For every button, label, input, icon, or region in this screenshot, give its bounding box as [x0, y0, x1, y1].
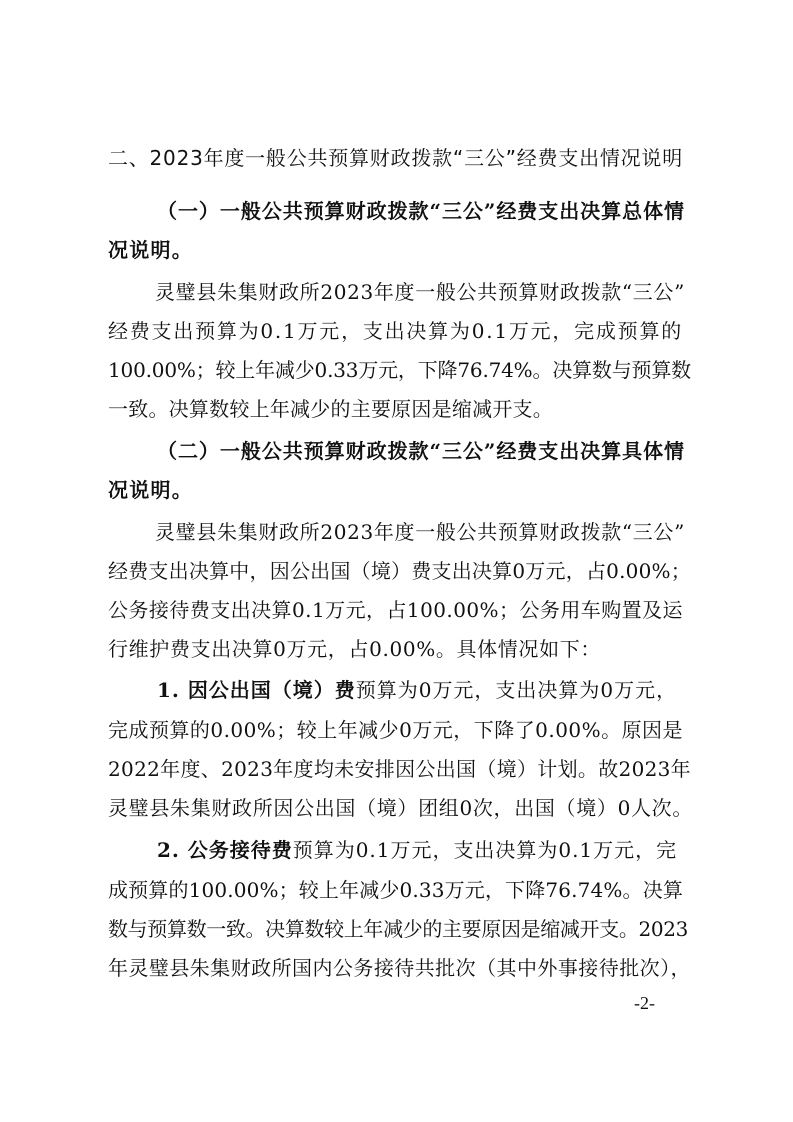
text-line: 二、2023年度一般公共预算财政拨款“三公”经费支出情况说明 [108, 146, 683, 170]
text-line: （二）一般公共预算财政拨款“三公”经费支出决算具体情 [157, 439, 685, 463]
text-line: 成预算的100.00%；较上年减少0.33万元，下降76.74%。决算 [108, 878, 683, 902]
text-line: 况说明。 [108, 478, 193, 502]
text-line: 年灵璧县朱集财政所国内公务接待共批次（其中外事接待批次）， [108, 956, 691, 980]
item-1-line [157, 676, 677, 704]
page-number: -2- [634, 993, 655, 1013]
text-line: 经费支出决算中，因公出国（境）费支出决算0万元，占0.00%； [108, 559, 691, 583]
text-line: 灵璧县朱集财政所2023年度一般公共预算财政拨款“三公” [155, 520, 685, 544]
item-1-label: 1. 因公出国（境）费 [157, 678, 356, 702]
text-line: 行维护费支出决算0万元，占0.00%。具体情况如下： [108, 637, 601, 661]
item-2-line [157, 836, 677, 864]
text-line: 2022年度、2023年度均未安排因公出国（境）计划。故2023年 [108, 757, 691, 781]
text-line: 公务接待费支出决算0.1万元，占100.00%；公务用车购置及运 [108, 598, 683, 622]
item-2-text: 预算为0.1万元，支出决算为0.1万元，完 [292, 838, 678, 862]
text-line: 100.00%；较上年减少0.33万元，下降76.74%。决算数与预算数 [108, 358, 691, 382]
text-line: 灵璧县朱集财政所2023年度一般公共预算财政拨款“三公” [155, 280, 685, 304]
item-1-text: 预算为0万元，支出决算为0万元， [355, 678, 678, 702]
item-2-label: 2. 公务接待费 [157, 838, 293, 862]
text-line: 况说明。 [108, 238, 193, 262]
text-line: 数与预算数一致。决算数较上年减少的主要原因是缩减开支。2023 [108, 917, 688, 941]
text-line: 灵璧县朱集财政所因公出国（境）团组0次，出国（境）0人次。 [108, 796, 693, 820]
text-line: 完成预算的0.00%；较上年减少0万元，下降了0.00%。原因是 [108, 718, 683, 742]
text-line: 经费支出预算为0.1万元，支出决算为0.1万元，完成预算的 [108, 319, 683, 343]
text-line: 一致。决算数较上年减少的主要原因是缩减开支。 [108, 397, 553, 421]
text-line: （一）一般公共预算财政拨款“三公”经费支出决算总体情 [157, 199, 685, 223]
